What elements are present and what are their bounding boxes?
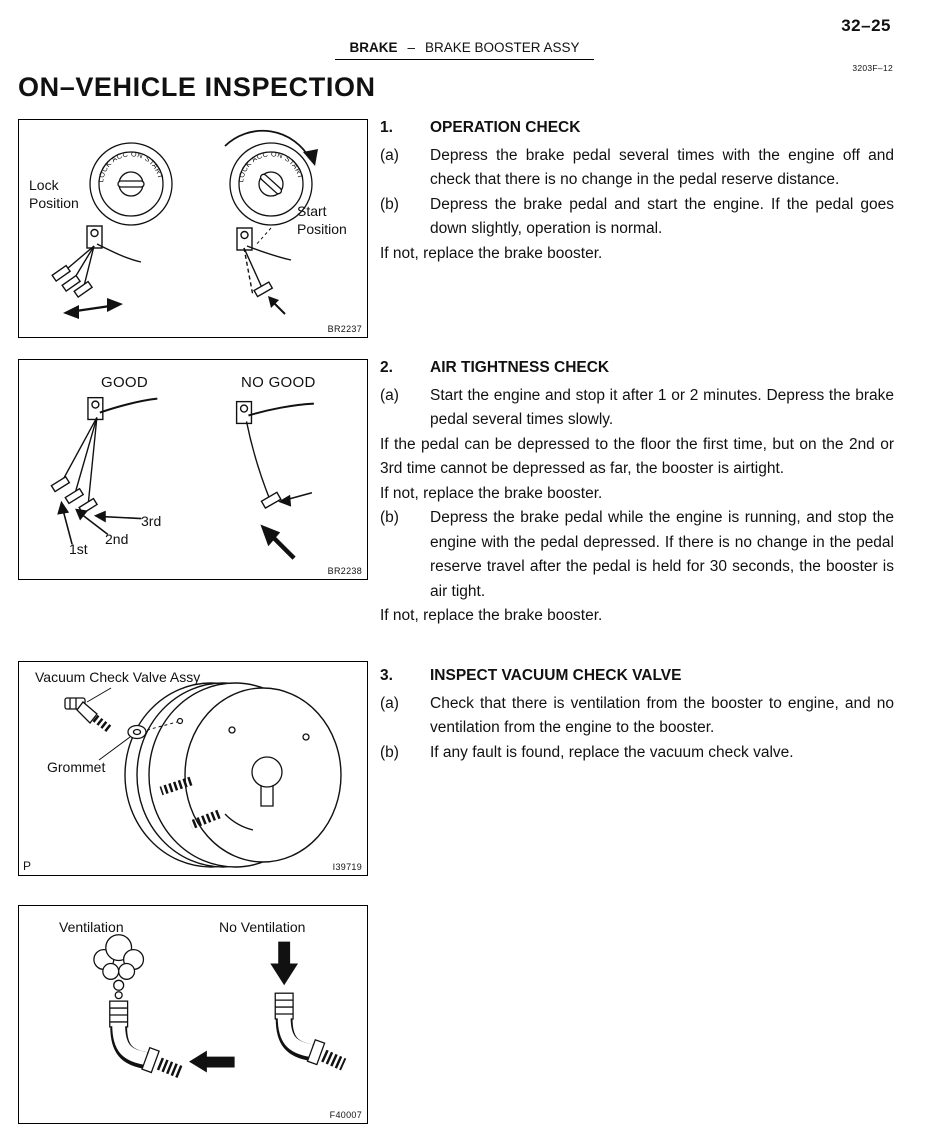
dial-text-start: LOCK ACC ON START [236, 149, 306, 183]
air-cloud-illustration [94, 935, 144, 999]
start-position-label: Start Position [297, 203, 347, 237]
page-number: 32–25 [841, 16, 891, 35]
procedure-number: 1. [380, 119, 393, 136]
procedure-step [380, 741, 894, 766]
section-name: BRAKE [349, 40, 398, 55]
step-label: (a) [380, 694, 399, 712]
stroke-1st-label: 1st [69, 541, 88, 557]
valve-no-flow-illustration [275, 993, 343, 1064]
procedure-number: 2. [380, 359, 393, 376]
procedure-heading: AIR TIGHTNESS CHECK [430, 359, 610, 376]
corner-mark: P [23, 859, 32, 873]
stroke-3rd-label: 3rd [141, 513, 162, 529]
step-text: Start the engine and stop it after 1 or 2 minutes. Depress the brake pedal several times slowly. [430, 386, 894, 428]
figure-air-tightness [18, 359, 368, 580]
section-title: BRAKE BOOSTER ASSY [424, 40, 580, 55]
flow-arrow-down-icon [270, 942, 298, 986]
procedure-step [380, 384, 894, 433]
grommet-label: Grommet [47, 759, 106, 775]
doc-code: 3203F–12 [852, 63, 893, 73]
turn-arrow-icon [303, 149, 318, 166]
figure-code: BR2237 [327, 324, 362, 334]
procedure-heading: OPERATION CHECK [430, 119, 581, 136]
flow-arrow-left-icon [189, 1051, 235, 1073]
figure-code: BR2238 [327, 566, 362, 576]
figure-check-valve [18, 661, 368, 876]
valve-with-flow-illustration [110, 1001, 181, 1072]
procedure-step [380, 144, 894, 193]
valve-assy-label: Vacuum Check Valve Assy [35, 669, 201, 685]
procedure-inspect-vacuum-check-valve [380, 664, 894, 765]
step-text: Depress the brake pedal while the engine is running, and stop the engine with the pedal depressed. If there is no change in the pedal reserve travel after the pedal is held for 30 seconds, the booster is air tight. [430, 509, 894, 600]
pedal-right-illustration [237, 228, 291, 314]
section-header [0, 40, 929, 60]
figure-code: I39719 [332, 862, 362, 872]
step-text: If any fault is found, replace the vacuum check valve. [430, 743, 794, 761]
booster-drum-illustration [125, 683, 341, 867]
good-label: GOOD [101, 374, 149, 391]
pedal-no-good-illustration [237, 402, 314, 559]
leader-line [255, 228, 271, 246]
step-label: (b) [380, 195, 399, 213]
grommet-illustration [128, 726, 146, 739]
figure-operation-check [18, 119, 368, 338]
no-ventilation-label: No Ventilation [219, 919, 306, 935]
leader-line-valve [87, 688, 111, 702]
svg-text:LOCK ACC ON START [96, 149, 165, 183]
procedure-note: If not, replace the brake booster. [380, 244, 603, 262]
section-separator: – [407, 40, 415, 55]
leader-line-grommet [99, 737, 130, 760]
dial-text-lock: LOCK ACC ON START [96, 149, 166, 183]
procedure-note: If not, replace the brake booster. [380, 484, 603, 502]
step-text: Depress the brake pedal and start the engine. If the pedal goes down slightly, operation is normal. [430, 195, 894, 237]
procedure-step [380, 692, 894, 741]
procedure-step [380, 193, 894, 242]
section-header-text [335, 40, 593, 60]
procedure-step [380, 506, 894, 604]
step-text: Check that there is ventilation from the booster to engine, and no ventilation from the engine to the booster. [430, 694, 894, 736]
lock-position-label: Lock Position [29, 177, 79, 211]
double-arrow-icon [63, 298, 123, 319]
procedure-operation-check [380, 116, 894, 266]
procedure-heading: INSPECT VACUUM CHECK VALVE [430, 667, 682, 684]
figure-ventilation [18, 905, 368, 1124]
svg-text:LOCK ACC ON START [236, 149, 305, 183]
figure-code: F40007 [329, 1110, 362, 1120]
page-title: ON–VEHICLE INSPECTION [18, 72, 376, 102]
no-good-label: NO GOOD [241, 374, 316, 391]
check-valve-illustration [65, 698, 109, 729]
step-label: (b) [380, 509, 399, 526]
procedure-note: If the pedal can be depressed to the floor the first time, but on the 2nd or 3rd time cannot be depressed as far, the booster is airtight. [380, 435, 894, 477]
procedure-number: 3. [380, 667, 393, 684]
pedal-left-illustration [52, 226, 141, 297]
procedure-air-tightness-check [380, 356, 894, 629]
ventilation-illustration [19, 906, 367, 1123]
procedure-note: If not, replace the brake booster. [380, 607, 603, 624]
step-label: (b) [380, 743, 399, 761]
ventilation-label: Ventilation [59, 919, 124, 935]
step-label: (a) [380, 146, 399, 164]
step-text: Depress the brake pedal several times with the engine off and check that there is no change in the pedal reserve distance. [430, 146, 894, 188]
stroke-2nd-label: 2nd [105, 531, 129, 547]
step-label: (a) [380, 386, 399, 404]
